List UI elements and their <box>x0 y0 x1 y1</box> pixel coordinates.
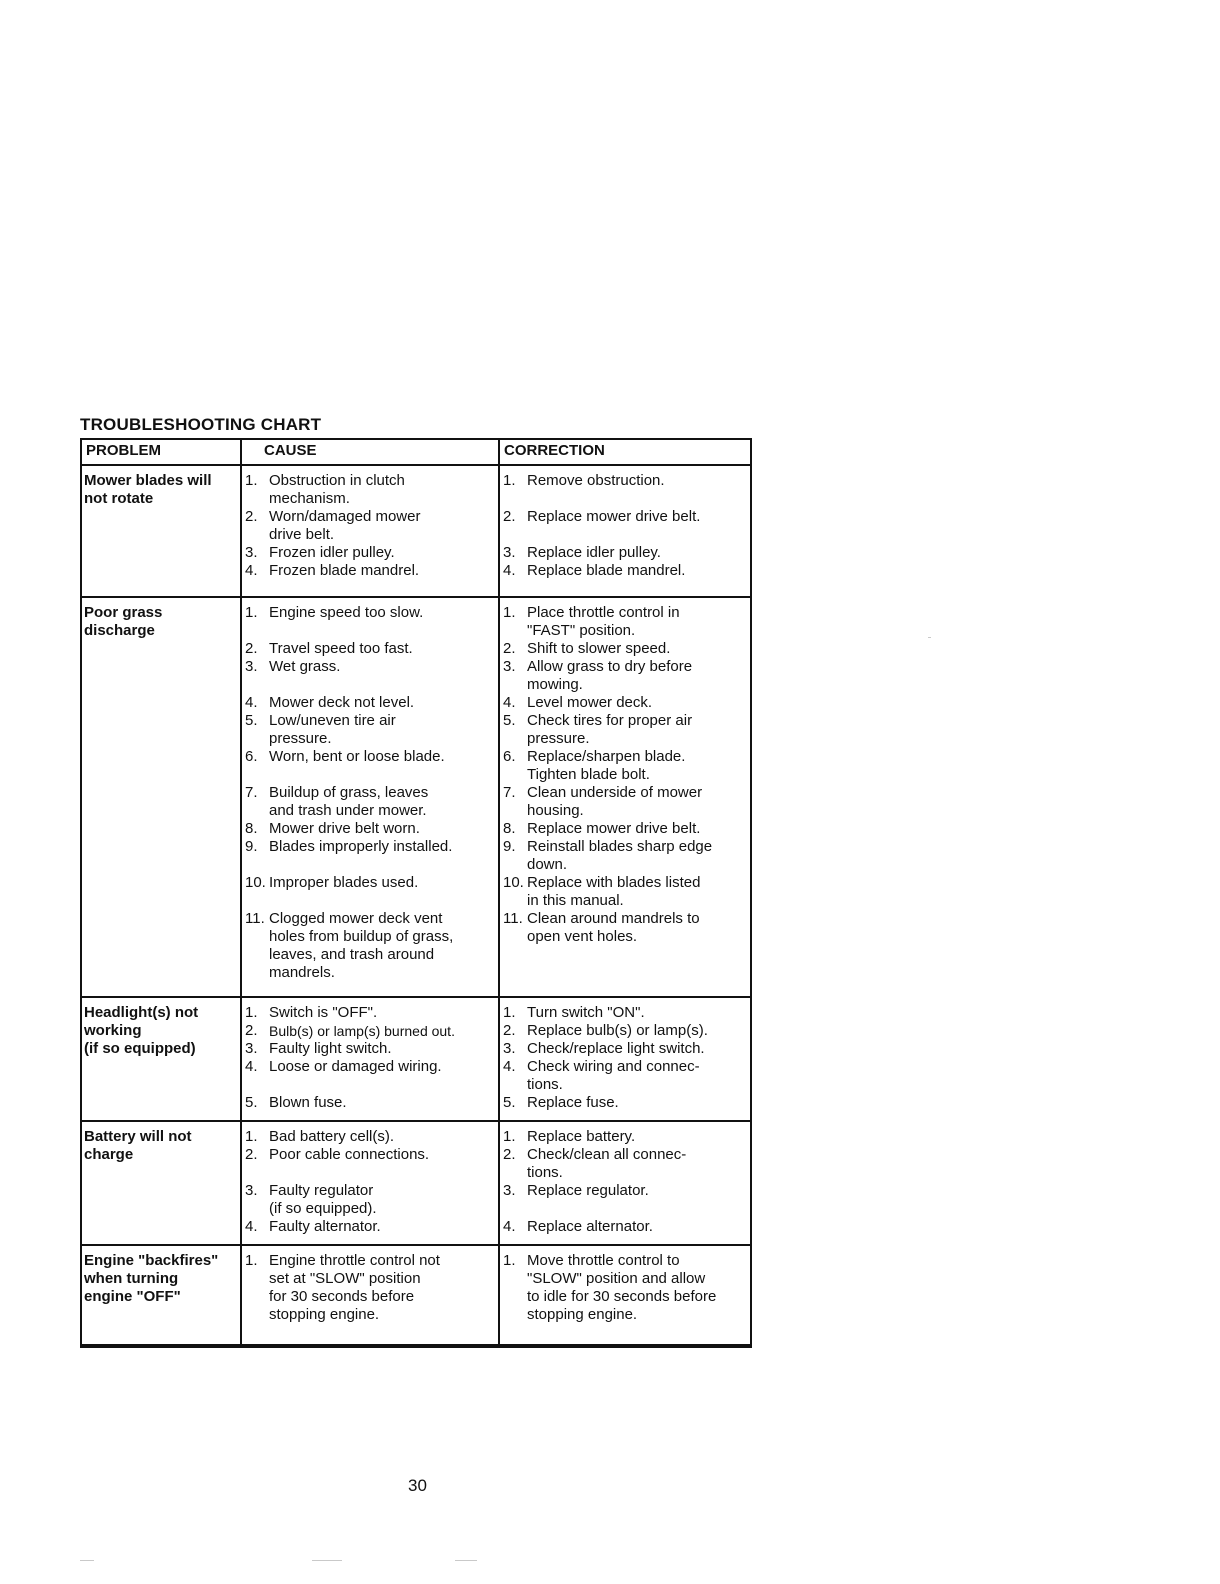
correction-item <box>503 784 748 820</box>
item-number: 3. <box>245 1040 258 1057</box>
item-text: Faulty alternator. <box>269 1218 381 1235</box>
problem-text: Battery will not charge <box>84 1128 192 1163</box>
item-text: Poor cable connections. <box>269 1146 430 1163</box>
item-text: Replace battery. <box>527 1128 636 1145</box>
item-number: 3. <box>245 1182 258 1199</box>
item-text: Replace mower drive belt. <box>527 508 701 525</box>
correction-cell <box>498 466 752 596</box>
correction-item <box>503 1094 748 1112</box>
correction-item <box>503 1058 748 1094</box>
correction-item <box>503 748 748 784</box>
correction-item <box>503 694 748 712</box>
cause-item <box>245 712 496 748</box>
correction-item <box>503 1182 748 1200</box>
item-number: 10. <box>503 874 524 891</box>
problem-text: Mower blades will not rotate <box>84 472 212 507</box>
item-number: 3. <box>245 658 258 675</box>
cause-item <box>245 604 496 622</box>
item-number: 4. <box>503 694 516 711</box>
correction-item <box>503 562 748 580</box>
correction-item <box>503 1004 748 1022</box>
item-text: Bulb(s) or lamp(s) burned out. <box>269 1023 455 1039</box>
item-text: Switch is "OFF". <box>269 1004 378 1021</box>
item-text: Frozen idler pulley. <box>269 544 395 561</box>
problem-cell <box>82 1246 240 1344</box>
correction-item <box>503 838 748 874</box>
item-number: 4. <box>245 1058 258 1075</box>
item-text: Replace alternator. <box>527 1218 653 1235</box>
item-text: Remove obstruction. <box>527 472 665 489</box>
item-number: 2. <box>503 640 516 657</box>
cause-item <box>245 694 496 712</box>
table-row <box>82 1246 752 1346</box>
cause-cell <box>240 466 498 596</box>
item-text: Buildup of grass, leaves and trash under mower. <box>269 784 429 819</box>
scan-speck <box>312 1560 342 1561</box>
scan-speck <box>80 1560 94 1561</box>
item-text: Shift to slower speed. <box>527 640 671 657</box>
correction-item <box>503 544 748 562</box>
header-correction: CORRECTION <box>498 440 752 464</box>
cause-cell <box>240 1122 498 1244</box>
scan-speck <box>455 1560 477 1561</box>
correction-cell <box>498 1246 752 1344</box>
item-number: 1. <box>503 472 516 489</box>
item-number: 4. <box>245 1218 258 1235</box>
item-text: Replace idler pulley. <box>527 544 661 561</box>
item-text: Improper blades used. <box>269 874 419 891</box>
spacer <box>503 490 748 508</box>
item-number: 3. <box>503 544 516 561</box>
item-number: 6. <box>503 748 516 765</box>
spacer <box>245 1164 496 1182</box>
item-number: 1. <box>503 1004 516 1021</box>
item-text: Engine speed too slow. <box>269 604 424 621</box>
item-text: Worn/damaged mower drive belt. <box>269 508 421 543</box>
cause-item <box>245 544 496 562</box>
item-text: Blown fuse. <box>269 1094 347 1111</box>
item-number: 2. <box>245 1146 258 1163</box>
item-text: Mower drive belt worn. <box>269 820 420 837</box>
item-number: 4. <box>245 694 258 711</box>
cause-item <box>245 1058 496 1076</box>
item-number: 3. <box>245 544 258 561</box>
item-number: 2. <box>503 1022 516 1039</box>
item-text: Clogged mower deck vent holes from buildup of grass, leaves, and trash around mandrels. <box>269 910 454 981</box>
item-number: 1. <box>245 604 258 621</box>
item-text: Clean underside of mower housing. <box>527 784 703 819</box>
problem-text: Headlight(s) not working (if so equipped) <box>84 1004 199 1057</box>
correction-item <box>503 910 748 946</box>
item-number: 2. <box>245 1022 258 1039</box>
correction-cell <box>498 998 752 1120</box>
item-number: 9. <box>503 838 516 855</box>
item-number: 5. <box>503 1094 516 1111</box>
spacer <box>245 622 496 640</box>
item-text: Blades improperly installed. <box>269 838 453 855</box>
item-text: Faulty light switch. <box>269 1040 392 1057</box>
item-number: 1. <box>245 1128 258 1145</box>
item-number: 3. <box>503 1040 516 1057</box>
cause-item <box>245 640 496 658</box>
item-number: 8. <box>503 820 516 837</box>
item-text: Wet grass. <box>269 658 341 675</box>
item-text: Reinstall blades sharp edge down. <box>527 838 713 873</box>
correction-item <box>503 1128 748 1146</box>
item-number: 3. <box>503 658 516 675</box>
item-number: 2. <box>245 508 258 525</box>
item-number: 2. <box>503 508 516 525</box>
cause-item <box>245 748 496 766</box>
item-text: Replace regulator. <box>527 1182 649 1199</box>
cause-item <box>245 562 496 580</box>
correction-item <box>503 1252 748 1324</box>
cause-item <box>245 874 496 892</box>
cause-cell <box>240 598 498 996</box>
correction-item <box>503 658 748 694</box>
item-number: 11. <box>503 910 523 927</box>
item-number: 5. <box>245 712 258 729</box>
item-number: 1. <box>503 604 516 621</box>
item-number: 8. <box>245 820 258 837</box>
problem-cell <box>82 1122 240 1244</box>
header-cause: CAUSE <box>240 440 498 464</box>
item-number: 1. <box>503 1128 516 1145</box>
item-text: Frozen blade mandrel. <box>269 562 420 579</box>
cause-item <box>245 820 496 838</box>
item-text: Clean around mandrels to open vent holes. <box>527 910 700 945</box>
problem-cell <box>82 466 240 596</box>
item-number: 3. <box>503 1182 516 1199</box>
item-number: 10. <box>245 874 266 891</box>
item-text: Replace fuse. <box>527 1094 619 1111</box>
correction-item <box>503 1022 748 1040</box>
cause-cell <box>240 1246 498 1344</box>
cause-item <box>245 838 496 856</box>
correction-item <box>503 604 748 640</box>
item-number: 4. <box>503 1058 516 1075</box>
cause-item <box>245 1128 496 1146</box>
item-text: Level mower deck. <box>527 694 653 711</box>
correction-item <box>503 472 748 490</box>
troubleshooting-table <box>80 438 752 1348</box>
correction-item <box>503 508 748 526</box>
item-text: Faulty regulator (if so equipped). <box>269 1182 377 1217</box>
item-number: 1. <box>245 472 258 489</box>
chart-title: TROUBLESHOOTING CHART <box>80 415 322 434</box>
table-row <box>82 998 752 1122</box>
item-number: 7. <box>503 784 516 801</box>
spacer <box>245 892 496 910</box>
item-number: 1. <box>245 1252 258 1269</box>
cause-item <box>245 1040 496 1058</box>
correction-item <box>503 1218 748 1236</box>
item-text: Turn switch "ON". <box>527 1004 645 1021</box>
item-number: 5. <box>503 712 516 729</box>
correction-cell <box>498 598 752 996</box>
correction-item <box>503 874 748 910</box>
item-text: Move throttle control to "SLOW" position and allow to idle for 30 seconds before stopping engine. <box>527 1252 717 1323</box>
item-number: 6. <box>245 748 258 765</box>
spacer <box>503 1200 748 1218</box>
cause-item <box>245 1146 496 1164</box>
item-number: 7. <box>245 784 258 801</box>
header-problem: PROBLEM <box>86 442 161 459</box>
item-text: Replace bulb(s) or lamp(s). <box>527 1022 708 1039</box>
spacer <box>245 856 496 874</box>
correction-cell <box>498 1122 752 1244</box>
item-text: Place throttle control in "FAST" position. <box>527 604 680 639</box>
spacer <box>245 1076 496 1094</box>
item-number: 4. <box>503 562 516 579</box>
item-number: 11. <box>245 910 265 927</box>
scan-speck <box>928 637 931 638</box>
correction-item <box>503 820 748 838</box>
item-text: Engine throttle control not set at "SLOW" position for 30 seconds before stopping engine. <box>269 1252 440 1323</box>
spacer <box>245 766 496 784</box>
item-text: Low/uneven tire air pressure. <box>269 712 396 747</box>
problem-cell <box>82 998 240 1120</box>
item-text: Mower deck not level. <box>269 694 415 711</box>
cause-item <box>245 784 496 820</box>
cause-item <box>245 1252 496 1324</box>
item-number: 9. <box>245 838 258 855</box>
cause-item <box>245 658 496 676</box>
item-number: 2. <box>245 640 258 657</box>
item-text: Replace mower drive belt. <box>527 820 701 837</box>
table-row <box>82 1122 752 1246</box>
item-text: Check/clean all connec- tions. <box>527 1146 687 1181</box>
cause-cell <box>240 998 498 1120</box>
item-text: Check wiring and connec- tions. <box>527 1058 700 1093</box>
item-text: Obstruction in clutch mechanism. <box>269 472 405 507</box>
item-number: 1. <box>245 1004 258 1021</box>
problem-cell <box>82 598 240 996</box>
item-text: Replace with blades listed in this manual. <box>527 874 701 909</box>
item-text: Bad battery cell(s). <box>269 1128 395 1145</box>
correction-item <box>503 1040 748 1058</box>
correction-item <box>503 1146 748 1182</box>
page-number: 30 <box>408 1476 427 1495</box>
item-number: 2. <box>503 1146 516 1163</box>
cause-item <box>245 1022 496 1040</box>
spacer <box>503 526 748 544</box>
item-text: Allow grass to dry before mowing. <box>527 658 693 693</box>
cause-item <box>245 1182 496 1218</box>
problem-text: Engine "backfires" when turning engine "OFF" <box>84 1252 219 1305</box>
problem-text: Poor grass discharge <box>84 604 163 639</box>
cause-item <box>245 1004 496 1022</box>
cause-item <box>245 910 496 982</box>
cause-item <box>245 508 496 544</box>
item-text: Replace/sharpen blade. Tighten blade bolt. <box>527 748 686 783</box>
item-text: Check tires for proper air pressure. <box>527 712 693 747</box>
correction-item <box>503 712 748 748</box>
item-number: 5. <box>245 1094 258 1111</box>
item-text: Travel speed too fast. <box>269 640 413 657</box>
item-number: 4. <box>503 1218 516 1235</box>
item-text: Loose or damaged wiring. <box>269 1058 442 1075</box>
item-text: Check/replace light switch. <box>527 1040 705 1057</box>
table-row <box>82 466 752 598</box>
item-text: Replace blade mandrel. <box>527 562 686 579</box>
item-number: 4. <box>245 562 258 579</box>
cause-item <box>245 472 496 508</box>
spacer <box>245 676 496 694</box>
table-header <box>82 440 752 466</box>
item-text: Worn, bent or loose blade. <box>269 748 445 765</box>
correction-item <box>503 640 748 658</box>
item-number: 1. <box>503 1252 516 1269</box>
table-row <box>82 598 752 998</box>
cause-item <box>245 1094 496 1112</box>
cause-item <box>245 1218 496 1236</box>
